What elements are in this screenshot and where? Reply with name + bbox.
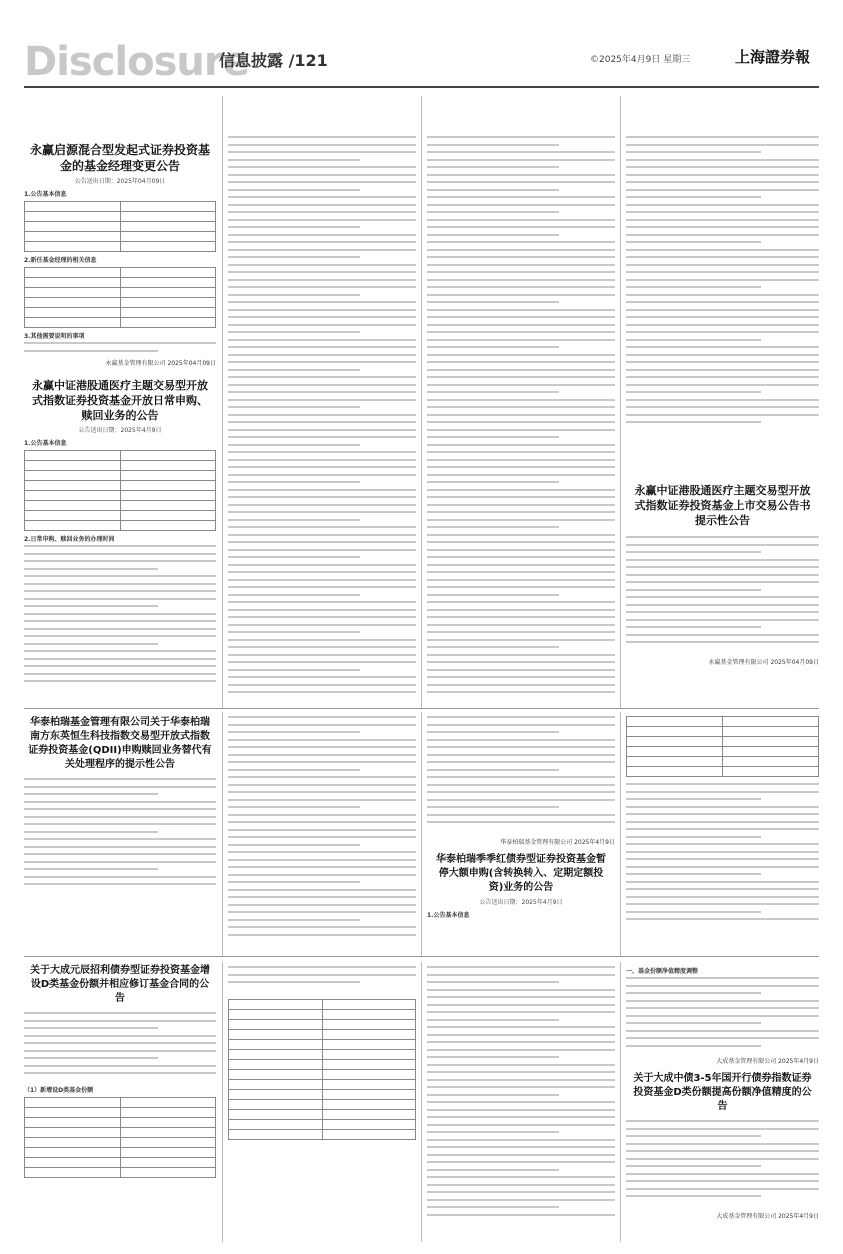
section-heading: 一、基金份额净值精度调整: [626, 968, 699, 975]
signature: 华泰柏瑞基金管理有限公司 2025年4月9日: [500, 839, 615, 846]
column-1: [24, 96, 216, 695]
column-3: [427, 712, 615, 921]
section-title: 信息披露 /121: [219, 51, 328, 70]
section-heading: 2.日常申购、赎回业务的办理时间: [24, 536, 115, 543]
column-3: [427, 962, 615, 1234]
section-heading: 1.公告基本信息: [24, 440, 67, 447]
page-header: [0, 0, 843, 85]
article-title: 华泰柏瑞季季红债券型证券投资基金暂停大额申购(含转换转入、定期定额投资)业务的公告: [436, 854, 606, 893]
issue-date: ©2025年4月9日 星期三: [590, 55, 691, 65]
section-heading: 2.新任基金经理的相关信息: [24, 257, 97, 264]
section-heading: （1）新增设D类基金份额: [24, 1087, 94, 1094]
section-heading: 1.公告基本信息: [427, 912, 470, 919]
info-table: [626, 716, 819, 777]
column-2: [228, 712, 416, 952]
newspaper-name: 上海證券報: [735, 48, 811, 66]
contract-revision-table: [228, 999, 416, 1140]
signature: 大成基金管理有限公司 2025年4月9日: [716, 1213, 819, 1220]
article-title: 关于大成中债3-5年国开行债券指数证券投资基金D类份额提高份额净值精度的公告: [633, 1073, 812, 1112]
article-meta: 公告送出日期：2025年4月9日: [479, 899, 563, 906]
column-2: [228, 962, 416, 1143]
article-title: 永赢中证港股通医疗主题交易型开放式指数证券投资基金上市交易公告书提示性公告: [634, 484, 811, 527]
article-fund-manager-change: [24, 142, 216, 368]
article-title: 永赢启源混合型发起式证券投资基金的基金经理变更公告: [29, 143, 210, 173]
article-title: 关于大成元辰招利债券型证券投资基金增设D类基金份额并相应修订基金合同的公告: [30, 965, 210, 1004]
article-etf-subscription: [24, 378, 216, 695]
manager-table: [24, 267, 216, 328]
section-heading: 3.其他需要说明的事项: [24, 333, 85, 340]
info-table: [24, 201, 216, 252]
info-table: [24, 450, 216, 531]
section-heading: 1.公告基本信息: [24, 191, 67, 198]
band-top: [24, 96, 819, 709]
column-3: [427, 96, 615, 696]
share-class-table: [24, 1097, 216, 1178]
article-meta: 公告送出日期：2025年04月09日: [74, 178, 166, 185]
header-rule: [24, 86, 819, 88]
band-bottom: [24, 962, 819, 1242]
column-4: [626, 962, 819, 1221]
article-title: 永赢中证港股通医疗主题交易型开放式指数证券投资基金开放日常申购、赎回业务的公告: [32, 379, 208, 422]
brand-wordmark: Disclosure: [24, 39, 249, 85]
column-1: [24, 962, 216, 1181]
article-meta: 公告送出日期：2025年4月9日: [78, 427, 162, 434]
column-4: [626, 96, 819, 667]
signature: 永赢基金管理有限公司 2025年04月09日: [105, 360, 216, 367]
column-2: [228, 96, 416, 696]
band-middle: [24, 712, 819, 957]
signature: 永赢基金管理有限公司 2025年04月09日: [708, 659, 819, 666]
article-title: 华泰柏瑞基金管理有限公司关于华泰柏瑞南方东英恒生科技指数交易型开放式指数证券投资基金(QDII)申购赎回业务替代有关处理程序的提示性公告: [28, 717, 212, 770]
column-1: [24, 712, 216, 898]
column-4: [626, 712, 819, 933]
signature: 大成基金管理有限公司 2025年4月9日: [716, 1058, 819, 1065]
article-listing-notice: [626, 483, 819, 667]
